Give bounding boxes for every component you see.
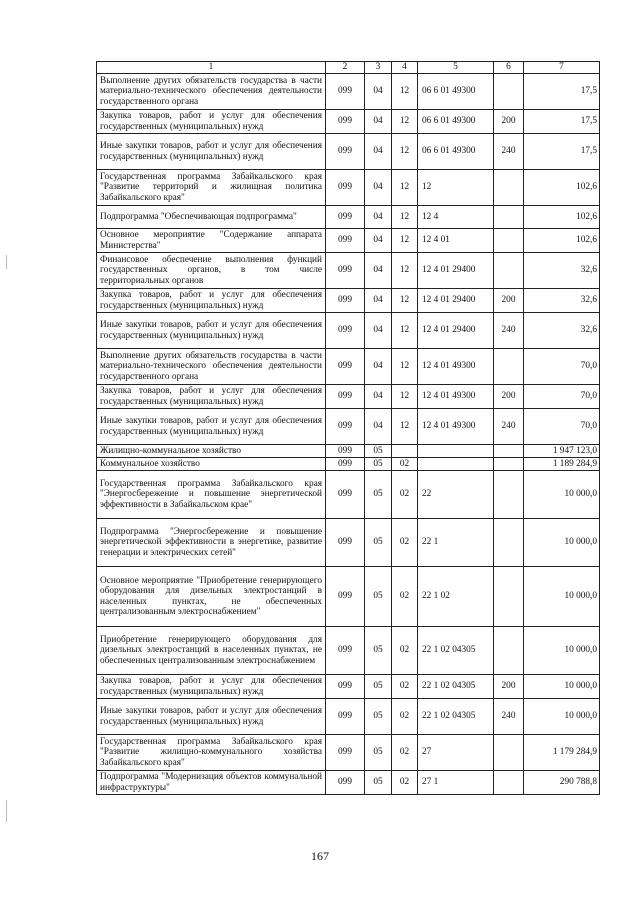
code-cell: 099 bbox=[326, 409, 365, 445]
target-article-cell: 12 4 01 49300 bbox=[418, 409, 494, 445]
section-cell: 04 bbox=[365, 229, 392, 253]
row-name-cell: Иные закупки товаров, работ и услуг для обеспечения государственных (муниципальных) нужд bbox=[97, 409, 326, 445]
code-cell: 099 bbox=[326, 349, 365, 385]
table-row bbox=[97, 675, 600, 699]
column-header: 6 bbox=[494, 62, 524, 74]
row-name-cell: Финансовое обеспечение выполнения функций государственных органов, в том числе территориальных органов bbox=[97, 253, 326, 289]
expense-type-cell: 200 bbox=[494, 675, 524, 699]
row-name-cell: Закупка товаров, работ и услуг для обеспечения государственных (муниципальных) нужд bbox=[97, 675, 326, 699]
expense-type-cell bbox=[494, 567, 524, 627]
subsection-cell: 12 bbox=[392, 349, 418, 385]
subsection-cell: 12 bbox=[392, 170, 418, 206]
amount-cell: 17,5 bbox=[524, 134, 600, 170]
amount-cell: 70,0 bbox=[524, 349, 600, 385]
target-article-cell: 27 bbox=[418, 735, 494, 771]
code-cell: 099 bbox=[326, 110, 365, 134]
section-cell: 05 bbox=[365, 567, 392, 627]
expense-type-cell bbox=[494, 229, 524, 253]
section-cell: 05 bbox=[365, 699, 392, 735]
row-name-cell: Иные закупки товаров, работ и услуг для обеспечения государственных (муниципальных) нужд bbox=[97, 699, 326, 735]
column-header: 3 bbox=[365, 62, 392, 74]
scan-artifact-line bbox=[6, 255, 7, 269]
subsection-cell: 12 bbox=[392, 229, 418, 253]
amount-cell: 10 000,0 bbox=[524, 519, 600, 567]
table-row bbox=[97, 735, 600, 771]
amount-cell: 70,0 bbox=[524, 385, 600, 409]
table-header-row bbox=[97, 62, 600, 74]
section-cell: 04 bbox=[365, 409, 392, 445]
amount-cell: 10 000,0 bbox=[524, 627, 600, 675]
target-article-cell bbox=[418, 445, 494, 458]
amount-cell: 32,6 bbox=[524, 253, 600, 289]
target-article-cell: 22 1 02 04305 bbox=[418, 699, 494, 735]
amount-cell: 10 000,0 bbox=[524, 699, 600, 735]
subsection-cell: 12 bbox=[392, 385, 418, 409]
table-row bbox=[97, 313, 600, 349]
code-cell: 099 bbox=[326, 699, 365, 735]
expense-type-cell: 200 bbox=[494, 289, 524, 313]
table-row bbox=[97, 170, 600, 206]
subsection-cell: 02 bbox=[392, 567, 418, 627]
code-cell: 099 bbox=[326, 445, 365, 458]
expense-type-cell bbox=[494, 445, 524, 458]
subsection-cell: 02 bbox=[392, 699, 418, 735]
target-article-cell: 12 4 01 bbox=[418, 229, 494, 253]
subsection-cell: 02 bbox=[392, 627, 418, 675]
code-cell: 099 bbox=[326, 170, 365, 206]
amount-cell: 1 189 284,9 bbox=[524, 458, 600, 471]
code-cell: 099 bbox=[326, 289, 365, 313]
amount-cell: 32,6 bbox=[524, 289, 600, 313]
row-name-cell: Основное мероприятие "Приобретение генерирующего оборудования для дизельных электростанций в населенных пунктах, не обеспеченных централизованным электроснабжением" bbox=[97, 567, 326, 627]
amount-cell: 10 000,0 bbox=[524, 567, 600, 627]
code-cell: 099 bbox=[326, 519, 365, 567]
expense-type-cell bbox=[494, 627, 524, 675]
amount-cell: 10 000,0 bbox=[524, 675, 600, 699]
target-article-cell: 12 4 01 29400 bbox=[418, 253, 494, 289]
table-row bbox=[97, 253, 600, 289]
subsection-cell: 02 bbox=[392, 471, 418, 519]
target-article-cell: 22 1 02 bbox=[418, 567, 494, 627]
table-row bbox=[97, 229, 600, 253]
code-cell: 099 bbox=[326, 675, 365, 699]
target-article-cell: 22 1 bbox=[418, 519, 494, 567]
section-cell: 05 bbox=[365, 771, 392, 795]
table-row bbox=[97, 567, 600, 627]
section-cell: 05 bbox=[365, 458, 392, 471]
subsection-cell: 12 bbox=[392, 74, 418, 110]
code-cell: 099 bbox=[326, 567, 365, 627]
amount-cell: 1 947 123,0 bbox=[524, 445, 600, 458]
amount-cell: 32,6 bbox=[524, 313, 600, 349]
subsection-cell: 02 bbox=[392, 771, 418, 795]
expense-type-cell bbox=[494, 206, 524, 229]
expense-type-cell bbox=[494, 735, 524, 771]
section-cell: 05 bbox=[365, 471, 392, 519]
row-name-cell: Иные закупки товаров, работ и услуг для обеспечения государственных (муниципальных) нужд bbox=[97, 313, 326, 349]
target-article-cell: 12 bbox=[418, 170, 494, 206]
code-cell: 099 bbox=[326, 458, 365, 471]
row-name-cell: Жилищно-коммунальное хозяйство bbox=[97, 445, 326, 458]
target-article-cell: 12 4 01 49300 bbox=[418, 385, 494, 409]
subsection-cell: 12 bbox=[392, 289, 418, 313]
section-cell: 05 bbox=[365, 519, 392, 567]
table-row bbox=[97, 385, 600, 409]
row-name-cell: Государственная программа Забайкальского края "Энергосбережение и повышение энергетической эффективности в Забайкальском крае" bbox=[97, 471, 326, 519]
section-cell: 05 bbox=[365, 675, 392, 699]
target-article-cell: 12 4 01 29400 bbox=[418, 313, 494, 349]
section-cell: 04 bbox=[365, 349, 392, 385]
section-cell: 05 bbox=[365, 735, 392, 771]
code-cell: 099 bbox=[326, 735, 365, 771]
row-name-cell: Основное мероприятие "Содержание аппарата Министерства" bbox=[97, 229, 326, 253]
table-row bbox=[97, 471, 600, 519]
code-cell: 099 bbox=[326, 134, 365, 170]
table-row bbox=[97, 699, 600, 735]
expense-type-cell bbox=[494, 253, 524, 289]
row-name-cell: Государственная программа Забайкальского края "Развитие жилищно-коммунального хозяйства Забайкальского края" bbox=[97, 735, 326, 771]
column-header: 2 bbox=[326, 62, 365, 74]
row-name-cell: Коммунальное хозяйство bbox=[97, 458, 326, 471]
expense-type-cell bbox=[494, 771, 524, 795]
row-name-cell: Государственная программа Забайкальского края "Развитие территорий и жилищная политика Забайкальского края" bbox=[97, 170, 326, 206]
expense-type-cell: 200 bbox=[494, 385, 524, 409]
subsection-cell: 02 bbox=[392, 675, 418, 699]
table-row bbox=[97, 409, 600, 445]
row-name-cell: Выполнение других обязательств государства в части материально-технического обеспечения деятельности государственного органа bbox=[97, 74, 326, 110]
target-article-cell: 06 6 01 49300 bbox=[418, 74, 494, 110]
section-cell: 04 bbox=[365, 253, 392, 289]
expense-type-cell bbox=[494, 519, 524, 567]
code-cell: 099 bbox=[326, 206, 365, 229]
amount-cell: 17,5 bbox=[524, 74, 600, 110]
expense-type-cell bbox=[494, 349, 524, 385]
table-row bbox=[97, 110, 600, 134]
target-article-cell: 12 4 bbox=[418, 206, 494, 229]
subsection-cell: 02 bbox=[392, 519, 418, 567]
expense-type-cell bbox=[494, 471, 524, 519]
table-row bbox=[97, 206, 600, 229]
section-cell: 04 bbox=[365, 134, 392, 170]
table-row bbox=[97, 289, 600, 313]
section-cell: 04 bbox=[365, 313, 392, 349]
amount-cell: 102,6 bbox=[524, 229, 600, 253]
expense-type-cell: 240 bbox=[494, 134, 524, 170]
expense-type-cell: 240 bbox=[494, 699, 524, 735]
code-cell: 099 bbox=[326, 313, 365, 349]
row-name-cell: Закупка товаров, работ и услуг для обеспечения государственных (муниципальных) нужд bbox=[97, 110, 326, 134]
section-cell: 04 bbox=[365, 206, 392, 229]
amount-cell: 102,6 bbox=[524, 206, 600, 229]
table-body bbox=[97, 74, 600, 795]
table-row bbox=[97, 458, 600, 471]
row-name-cell: Иные закупки товаров, работ и услуг для обеспечения государственных (муниципальных) нужд bbox=[97, 134, 326, 170]
section-cell: 04 bbox=[365, 110, 392, 134]
column-header: 5 bbox=[418, 62, 494, 74]
section-cell: 05 bbox=[365, 445, 392, 458]
table-row bbox=[97, 445, 600, 458]
amount-cell: 70,0 bbox=[524, 409, 600, 445]
table-row bbox=[97, 627, 600, 675]
code-cell: 099 bbox=[326, 229, 365, 253]
row-name-cell: Подпрограмма "Обеспечивающая подпрограмма" bbox=[97, 206, 326, 229]
row-name-cell: Закупка товаров, работ и услуг для обеспечения государственных (муниципальных) нужд bbox=[97, 385, 326, 409]
expense-type-cell bbox=[494, 458, 524, 471]
column-header: 4 bbox=[392, 62, 418, 74]
section-cell: 04 bbox=[365, 74, 392, 110]
amount-cell: 102,6 bbox=[524, 170, 600, 206]
amount-cell: 17,5 bbox=[524, 110, 600, 134]
target-article-cell: 22 1 02 04305 bbox=[418, 675, 494, 699]
table-row bbox=[97, 771, 600, 795]
subsection-cell: 02 bbox=[392, 735, 418, 771]
amount-cell: 290 788,8 bbox=[524, 771, 600, 795]
code-cell: 099 bbox=[326, 74, 365, 110]
code-cell: 099 bbox=[326, 627, 365, 675]
expense-type-cell: 200 bbox=[494, 110, 524, 134]
section-cell: 04 bbox=[365, 289, 392, 313]
page-number: 167 bbox=[311, 849, 329, 863]
row-name-cell: Закупка товаров, работ и услуг для обеспечения государственных (муниципальных) нужд bbox=[97, 289, 326, 313]
row-name-cell: Подпрограмма "Энергосбережение и повышение энергетической эффективности в энергетике, развитие генерации и электрических сетей" bbox=[97, 519, 326, 567]
target-article-cell: 06 6 01 49300 bbox=[418, 134, 494, 170]
code-cell: 099 bbox=[326, 253, 365, 289]
amount-cell: 1 179 284,9 bbox=[524, 735, 600, 771]
code-cell: 099 bbox=[326, 471, 365, 519]
section-cell: 04 bbox=[365, 170, 392, 206]
target-article-cell: 06 6 01 49300 bbox=[418, 110, 494, 134]
target-article-cell: 12 4 01 29400 bbox=[418, 289, 494, 313]
subsection-cell: 02 bbox=[392, 458, 418, 471]
table-row bbox=[97, 349, 600, 385]
subsection-cell: 12 bbox=[392, 313, 418, 349]
amount-cell: 10 000,0 bbox=[524, 471, 600, 519]
expense-type-cell bbox=[494, 74, 524, 110]
target-article-cell: 27 1 bbox=[418, 771, 494, 795]
table-row bbox=[97, 519, 600, 567]
row-name-cell: Подпрограмма "Модернизация объектов коммунальной инфраструктуры" bbox=[97, 771, 326, 795]
subsection-cell: 12 bbox=[392, 253, 418, 289]
scan-artifact-line bbox=[6, 800, 7, 822]
subsection-cell: 12 bbox=[392, 110, 418, 134]
expense-type-cell: 240 bbox=[494, 409, 524, 445]
subsection-cell: 12 bbox=[392, 409, 418, 445]
row-name-cell: Выполнение других обязательств государства в части материально-технического обеспечения деятельности государственного органа bbox=[97, 349, 326, 385]
subsection-cell: 12 bbox=[392, 134, 418, 170]
column-header: 1 bbox=[97, 62, 326, 74]
code-cell: 099 bbox=[326, 771, 365, 795]
table-row bbox=[97, 74, 600, 110]
section-cell: 04 bbox=[365, 385, 392, 409]
subsection-cell bbox=[392, 445, 418, 458]
row-name-cell: Приобретение генерирующего оборудования для дизельных электростанций в населенных пунктах, не обеспеченных централизованным электроснабжением bbox=[97, 627, 326, 675]
expense-type-cell bbox=[494, 170, 524, 206]
code-cell: 099 bbox=[326, 385, 365, 409]
target-article-cell bbox=[418, 458, 494, 471]
target-article-cell: 22 1 02 04305 bbox=[418, 627, 494, 675]
budget-table bbox=[96, 61, 600, 795]
column-header: 7 bbox=[524, 62, 600, 74]
subsection-cell: 12 bbox=[392, 206, 418, 229]
target-article-cell: 12 4 01 49300 bbox=[418, 349, 494, 385]
table-row bbox=[97, 134, 600, 170]
expense-type-cell: 240 bbox=[494, 313, 524, 349]
target-article-cell: 22 bbox=[418, 471, 494, 519]
section-cell: 05 bbox=[365, 627, 392, 675]
